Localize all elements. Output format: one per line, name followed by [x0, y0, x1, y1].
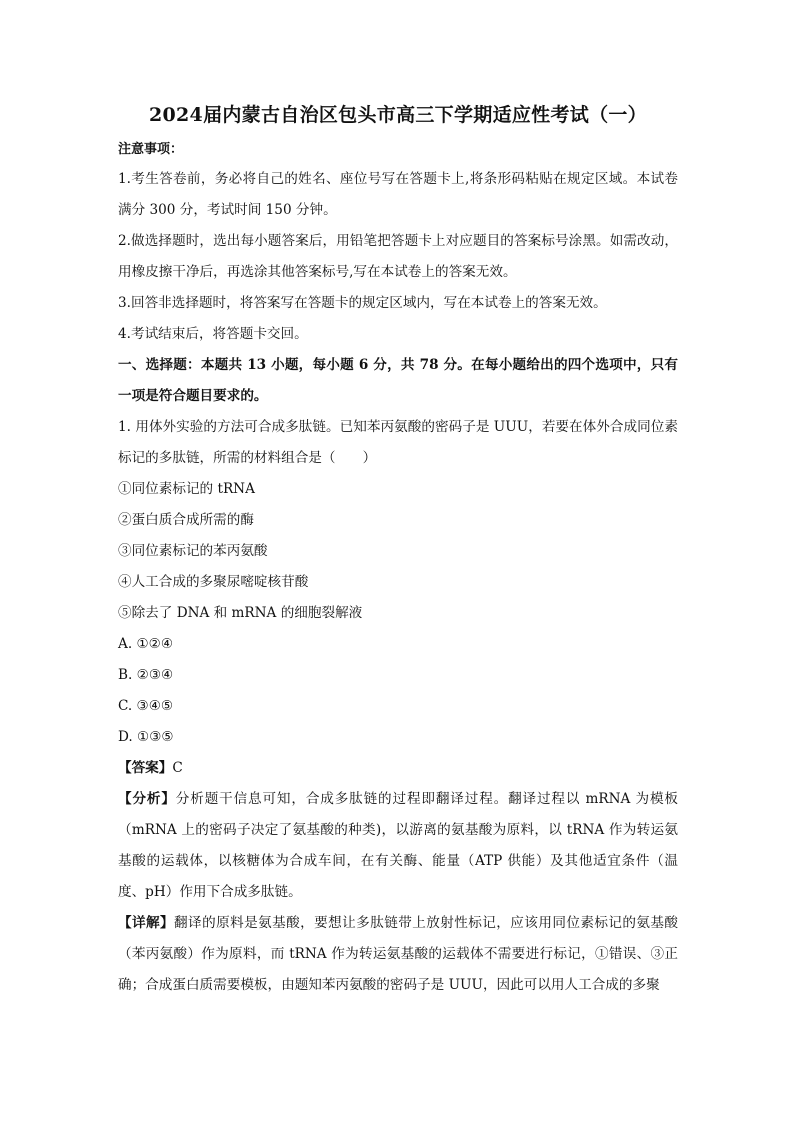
detail-text: 翻译的原料是氨基酸，要想让多肽链带上放射性标记，应该用同位素标记的氨基酸（苯丙氨酸）作为原料，而 tRNA 作为转运氨基酸的运载体不需要进行标记，①错误、③正确；合成蛋白质需要模板，由题知苯丙氨酸的密码子是 UUU，因此可以用人工合成的多聚 — [118, 915, 679, 993]
option-a: A. ①②④ — [118, 636, 174, 652]
answer-tag: 【答案】 — [118, 760, 173, 776]
detail-paragraph — [118, 908, 678, 1001]
notice-item-2: 2.做选择题时，选出每小题答案后，用铅笔把答题卡上对应题目的答案标号涂黑。如需改动，用橡皮擦干净后，再选涂其他答案标号,写在本试卷上的答案无效。 — [118, 233, 678, 280]
material-item-3: ③同位素标记的苯丙氨酸 — [118, 543, 268, 559]
document-page — [118, 100, 678, 1001]
analysis-paragraph — [118, 784, 678, 908]
analysis-tag: 【分析】 — [118, 791, 176, 807]
option-d: D. ①③⑤ — [118, 729, 174, 745]
notice-heading: 注意事项： — [118, 142, 184, 157]
notice-item-4: 4.考试结束后，将答题卡交回。 — [118, 326, 308, 342]
material-item-2: ②蛋白质合成所需的酶 — [118, 512, 254, 528]
option-c: C. ③④⑤ — [118, 698, 174, 714]
answer-value: C — [172, 760, 183, 776]
page-title: 2024届内蒙古自治区包头市高三下学期适应性考试（一） — [149, 104, 647, 126]
question-stem: 1. 用体外实验的方法可合成多肽链。已知苯丙氨酸的密码子是 UUU，若要在体外合成同位素标记的多肽链，所需的材料组合是（ ） — [118, 419, 678, 466]
answer-line — [118, 753, 678, 784]
material-item-4: ④人工合成的多聚尿嘧啶核苷酸 — [118, 574, 309, 590]
analysis-text: 分析题干信息可知，合成多肽链的过程即翻译过程。翻译过程以 mRNA 为模板（mRNA 上的密码子决定了氨基酸的种类)，以游离的氨基酸为原料，以 tRNA 作为转运氨基酸的运载体，以核糖体为合成车间，在有关酶、能量（ATP 供能）及其他适宜条件（温度、pH）作用下合成多肽链。 — [118, 791, 678, 900]
material-item-5: ⑤除去了 DNA 和 mRNA 的细胞裂解液 — [118, 605, 363, 621]
notice-item-1: 1.考生答卷前，务必将自己的姓名、座位号写在答题卡上,将条形码粘贴在规定区域。本试卷满分 300 分，考试时间 150 分钟。 — [118, 171, 678, 218]
material-item-1: ①同位素标记的 tRNA — [118, 481, 255, 497]
notice-item-3: 3.回答非选择题时，将答案写在答题卡的规定区域内，写在本试卷上的答案无效。 — [118, 295, 607, 311]
option-b: B. ②③④ — [118, 667, 174, 683]
section-heading: 一、选择题：本题共 13 小题，每小题 6 分，共 78 分。在每小题给出的四个选项中，只有一项是符合题目要求的。 — [118, 357, 678, 404]
detail-tag: 【详解】 — [118, 915, 175, 931]
